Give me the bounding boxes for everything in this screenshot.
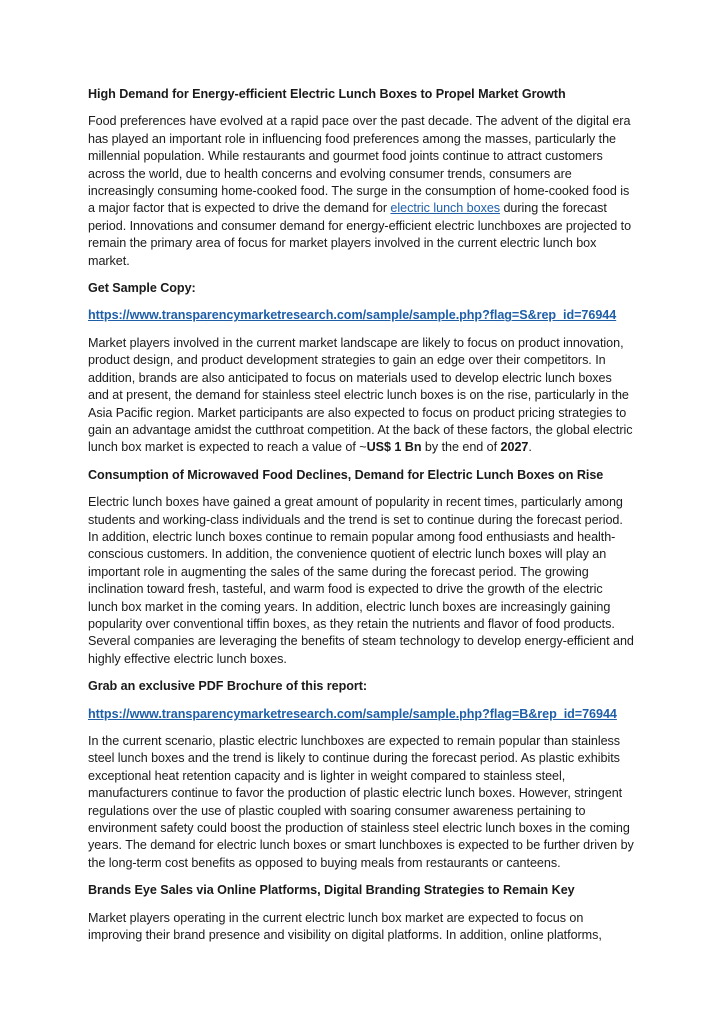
brochure-link[interactable]: https://www.transparencymarketresearch.com/sample/sample.php?flag=B&rep_id=76944 <box>88 706 617 721</box>
brochure-link-line <box>88 706 634 723</box>
paragraph-plastic-lunchboxes: In the current scenario, plastic electric lunchboxes are expected to remain popular than stainless steel lunch boxes and the trend is likely to continue during the forecast period. As plastic exhibits exceptional heat retention capacity and is lighter in weight compared to stainless steel, manufacturers continue to favor the production of plastic electric lunch boxes. However, stringent regulations over the use of plastic coupled with soaring consumer awareness pertaining to environment safety could boost the production of stainless steel electric lunch boxes in the coming years. The demand for electric lunch boxes or smart lunchboxes is expected to be further driven by the long-term cost benefits as opposed to buying meals from restaurants or canteens. <box>88 734 634 870</box>
paragraph-text: Food preferences have evolved at a rapid pace over the past decade. The advent of the digital era has played an important role in influencing food preferences among the masses, particularly the millennial population. While restaurants and gourmet food joints continue to attract customers across the world, due to health concerns and evolving consumer trends, consumers are increasingly consuming home-cooked food. The surge in the consumption of home-cooked food is a major factor that is expected to drive the demand for <box>88 114 631 216</box>
paragraph-market-players <box>88 335 634 457</box>
sample-link-line <box>88 307 634 324</box>
sample-copy-link[interactable]: https://www.transparencymarketresearch.com/sample/sample.php?flag=S&rep_id=76944 <box>88 308 617 323</box>
section-heading-market-growth: High Demand for Energy-efficient Electric Lunch Boxes to Propel Market Growth <box>88 87 566 101</box>
section-heading-online-platforms: Brands Eye Sales via Online Platforms, Digital Branding Strategies to Remain Key <box>88 883 575 898</box>
paragraph-text: by the end of <box>421 440 501 455</box>
paragraph-digital-branding: Market players operating in the current electric lunch box market are expected to focus on improving their brand presence and visibility on digital platforms. In addition, online platforms, <box>88 910 602 943</box>
sample-copy-label: Get Sample Copy: <box>88 281 196 296</box>
section-heading-consumption: Consumption of Microwaved Food Declines, Demand for Electric Lunch Boxes on Rise <box>88 467 604 482</box>
paragraph-food-preferences <box>88 113 634 270</box>
paragraph-text: . <box>528 440 532 455</box>
forecast-year: 2027 <box>500 440 529 455</box>
paragraph-text: during the forecast period. Innovations and consumer demand for energy-efficient electric lunchboxes are projected to remain the primary area of focus for market players involved in the current electric lunch box market. <box>88 201 632 268</box>
electric-lunch-boxes-link[interactable]: electric lunch boxes <box>390 201 501 216</box>
paragraph-popularity: Electric lunch boxes have gained a great amount of popularity in recent times, particularly among students and working-class individuals and the trend is set to continue during the forecast period. In addition, electric lunch boxes continue to remain popular among food enthusiasts and health-conscious customers. In addition, the convenience quotient of electric lunch boxes will play an important role in augmenting the sales of the same during the forecast period. The growing inclination toward fresh, tasteful, and warm food is expected to drive the growth of the electric lunch box market in the coming years. In addition, electric lunch boxes are increasingly gaining popularity over conventional tiffin boxes, as they retain the nutrients and flavor of food products. Several companies are leveraging the benefits of steam technology to develop energy-efficient and highly effective electric lunch boxes. <box>88 495 634 666</box>
market-value: US$ 1 Bn <box>366 440 422 455</box>
brochure-label: Grab an exclusive PDF Brochure of this report: <box>88 679 368 694</box>
paragraph-text: Market players involved in the current market landscape are likely to focus on product innovation, product design, and product development strategies to gain an edge over their competitors. In addition, brands are also anticipated to focus on materials used to develop electric lunch boxes and at present, the demand for stainless steel electric lunch boxes is on the rise, particularly in the Asia Pacific region. Market participants are also expected to focus on product pricing strategies to gain an advantage amidst the cutthroat competition. At the back of these factors, the global electric lunch box market is expected to reach a value of ~ <box>88 335 633 455</box>
